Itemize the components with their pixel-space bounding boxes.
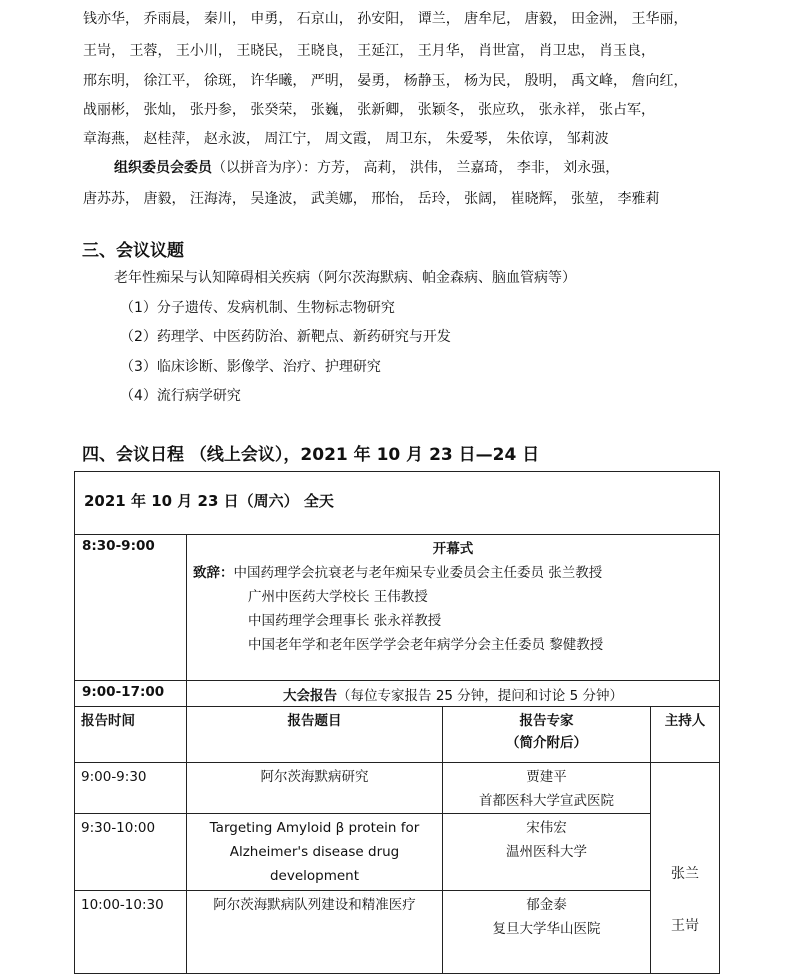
plenary-cell	[187, 681, 720, 707]
header-host: 主持人	[651, 707, 720, 763]
talk-speaker	[443, 763, 651, 814]
table-row	[75, 763, 720, 814]
talk-speaker	[443, 814, 651, 891]
speech-label: 致辞：	[193, 565, 234, 581]
table-row	[75, 891, 720, 974]
host-name-1: 张兰	[671, 866, 700, 882]
section-3-intro: 老年性痴呆与认知障碍相关疾病（阿尔茨海默病、帕金森病、脑血管病等）	[114, 270, 576, 286]
section-3-heading: 三、会议议题	[82, 241, 184, 261]
plenary-note: （每位专家报告 25 分钟，提问和讨论 5 分钟）	[337, 688, 623, 704]
plenary-row	[75, 681, 720, 707]
topic-item-1: （1）分子遗传、发病机制、生物标志物研究	[120, 300, 395, 316]
opening-speaker-4: 中国老年学和老年医学学会老年病学分会主任委员 黎健教授	[248, 637, 604, 653]
topic-item-3: （3）临床诊断、影像学、治疗、护理研究	[120, 359, 381, 375]
opening-title: 开幕式	[432, 541, 474, 557]
opening-row	[75, 535, 720, 681]
member-line-3: 邢东明， 徐江平， 徐斑， 许华曦， 严明， 晏勇， 杨静玉， 杨为民， 殷明， 禹文峰， 詹向红，	[83, 73, 688, 89]
org-committee-line	[114, 159, 619, 177]
talk-time: 9:00-9:30	[75, 763, 187, 814]
header-topic: 报告题目	[187, 707, 443, 763]
org-committee-label: 组织委员会委员	[114, 160, 212, 176]
opening-cell	[187, 535, 720, 681]
topic-item-2: （2）药理学、中医药防治、新靶点、新药研究与开发	[120, 329, 451, 345]
host-cell	[651, 763, 720, 974]
table-row	[75, 814, 720, 891]
day-row	[75, 472, 720, 535]
schedule-table	[74, 471, 720, 974]
talk-topic: Targeting Amyloid β protein for Alzheimer's disease drug development	[187, 814, 443, 891]
topic-item-4: （4）流行病学研究	[120, 388, 241, 404]
member-line-5: 章海燕， 赵桂萍， 赵永波， 周江宁， 周文霞， 周卫东， 朱爱琴， 朱依谆， 邹莉波	[83, 131, 609, 147]
header-speaker	[443, 707, 651, 763]
member-line-2: 王岢， 王蓉， 王小川， 王晓民， 王晓良， 王延江， 王月华， 肖世富， 肖卫忠， 肖玉良，	[83, 43, 656, 59]
speaker-name: 郁金泰	[526, 897, 567, 913]
org-committee-line-2: 唐苏苏， 唐毅， 汪海涛， 吴逢波， 武美娜， 邢怡， 岳玲， 张阔， 崔晓辉， 张堃， 李雅莉	[83, 191, 660, 207]
host-name-2: 王岢	[671, 918, 700, 934]
plenary-time: 9:00-17:00	[75, 681, 187, 707]
header-row	[75, 707, 720, 763]
talk-topic: 阿尔茨海默病队列建设和精准医疗	[187, 891, 443, 974]
speaker-name: 宋伟宏	[526, 820, 567, 836]
speaker-name: 贾建平	[526, 769, 567, 785]
speaker-affiliation: 首都医科大学宣武医院	[479, 793, 614, 809]
opening-time: 8:30-9:00	[75, 535, 187, 681]
talk-speaker	[443, 891, 651, 974]
day-title: 2021 年 10 月 23 日（周六） 全天	[75, 472, 720, 535]
talk-topic: 阿尔茨海默病研究	[187, 763, 443, 814]
header-speaker-label: 报告专家	[519, 713, 574, 729]
section-4-heading: 四、会议日程 （线上会议），2021 年 10 月 23 日—24 日	[82, 445, 540, 465]
opening-speaker-1: 致辞：中国药理学会抗衰老与老年痴呆专业委员会主任委员 张兰教授	[193, 565, 603, 581]
header-time: 报告时间	[75, 707, 187, 763]
opening-speaker-2: 广州中医药大学校长 王伟教授	[248, 589, 428, 605]
plenary-title: 大会报告	[283, 688, 338, 704]
talk-time: 9:30-10:00	[75, 814, 187, 891]
member-line-1: 钱亦华， 乔雨晨， 秦川， 申勇， 石京山， 孙安阳， 谭兰， 唐牟尼， 唐毅， 田金洲， 王华丽，	[83, 11, 688, 27]
opening-speaker-3: 中国药理学会理事长 张永祥教授	[248, 613, 442, 629]
speaker-affiliation: 温州医科大学	[506, 844, 587, 860]
header-speaker-sub: （简介附后）	[506, 735, 587, 751]
member-line-4: 战丽彬， 张灿， 张丹参， 张癸荣， 张巍， 张新卿， 张颖冬， 张应玖， 张永祥， 张占军，	[83, 102, 656, 118]
talk-time: 10:00-10:30	[75, 891, 187, 974]
speaker-affiliation: 复旦大学华山医院	[492, 921, 601, 937]
org-committee-names: （以拼音为序）：方芳， 高莉， 洪伟， 兰嘉琦， 李非， 刘永强，	[212, 160, 620, 176]
